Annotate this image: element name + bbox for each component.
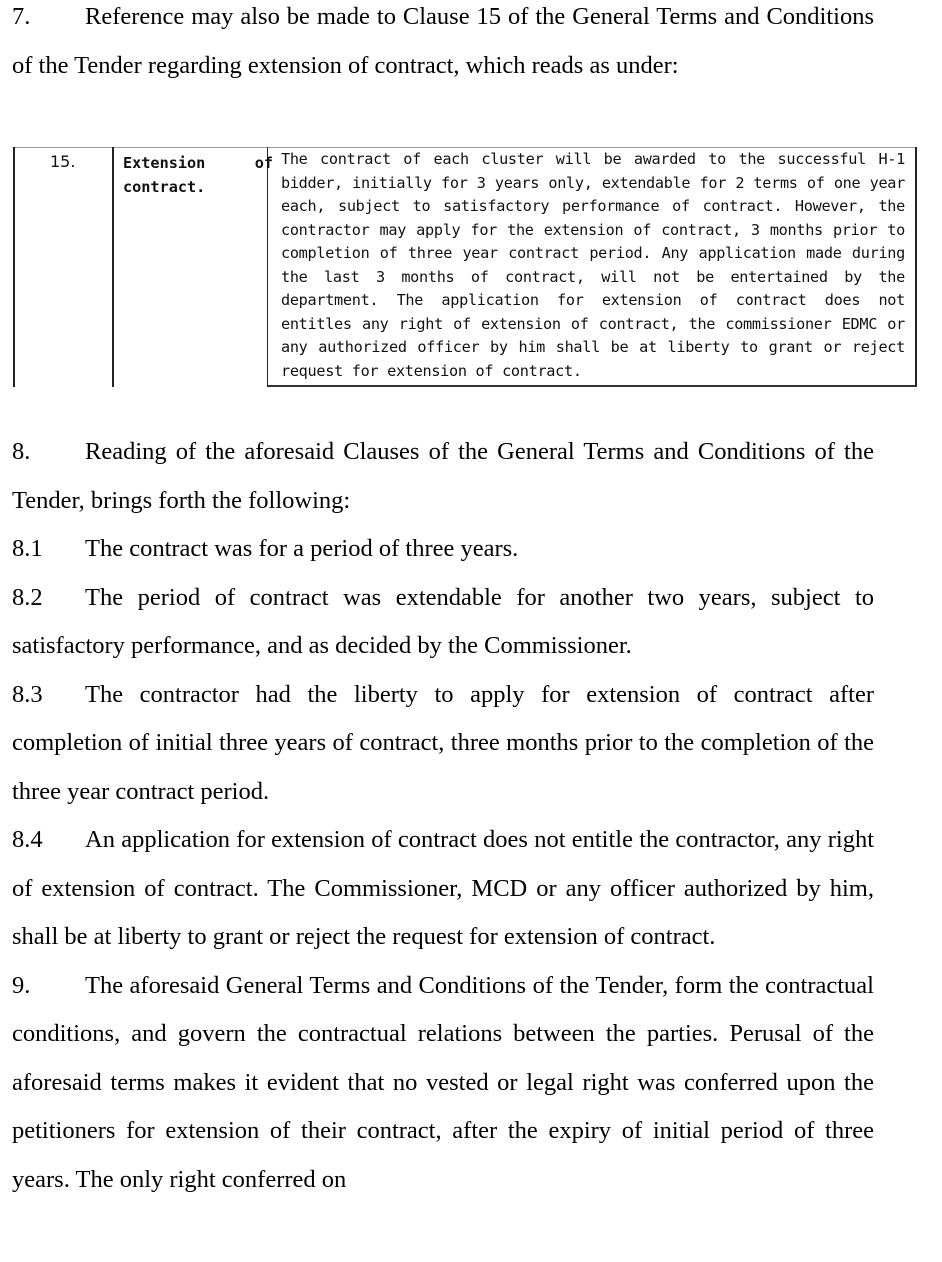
table-right-border bbox=[915, 147, 917, 387]
clause-heading: Extension of contract. bbox=[123, 154, 273, 196]
paragraph-9: 9. The aforesaid General Terms and Conditions of the Tender, form the contractual conditions, and govern the contractual relations between the parties. Perusal of the aforesaid terms makes it evident that no vested or legal right was conferred upon the petitioners for extension of their contract, after the expiry of initial period of three years. The only right conferred on bbox=[12, 971, 874, 1193]
clause-15-table bbox=[13, 147, 917, 387]
sub-point: 8.4 An application for extension of contract does not entitle the contractor, any right of extension of contract. The Commissioner, MCD or any officer authorized by him, shall be at liberty to grant or reject the request for extension of contract. bbox=[12, 826, 874, 950]
clause-body: The contract of each cluster will be awarded to the successful H-1 bidder, initially for 3 years only, extendable for 2 terms of one year each, subject to satisfactory performance of contract. However, the contractor may apply for the extension of contract, 3 months prior to completion of three year contract period. Any application made during the last 3 months of contract, will not be entertained by the department. The application for extension of contract does not entitles any right of extension of contract, the commissioner EDMC or any authorized officer by him shall be at liberty to grant or reject request for extension of contract. bbox=[281, 150, 905, 380]
clause-number: 15. bbox=[50, 152, 76, 171]
paragraph-8: 8. Reading of the aforesaid Clauses of the General Terms and Conditions of the Tender, brings forth the following: bbox=[12, 438, 874, 514]
paragraph-7 bbox=[12, 0, 874, 90]
sub-point: 8.3 The contractor had the liberty to apply for extension of contract after completion of initial three years of contract, three months prior to the completion of the three year contract period. bbox=[12, 680, 874, 805]
table-left-border bbox=[13, 147, 15, 387]
table-bottom-border bbox=[268, 385, 917, 387]
paragraph-7-text: 7. Reference may also be made to Clause 15 of the General Terms and Conditions of the Tender regarding extension of contract, which reads as under: bbox=[12, 0, 874, 90]
table-column-divider bbox=[112, 147, 114, 387]
paragraph-number: 7. bbox=[12, 3, 31, 30]
main-body bbox=[12, 428, 874, 1204]
sub-point: 8.1 The contract was for a period of three years. bbox=[12, 535, 519, 562]
sub-point: 8.2 The period of contract was extendable for another two years, subject to satisfactory performance, and as decided by the Commissioner. bbox=[12, 583, 874, 659]
